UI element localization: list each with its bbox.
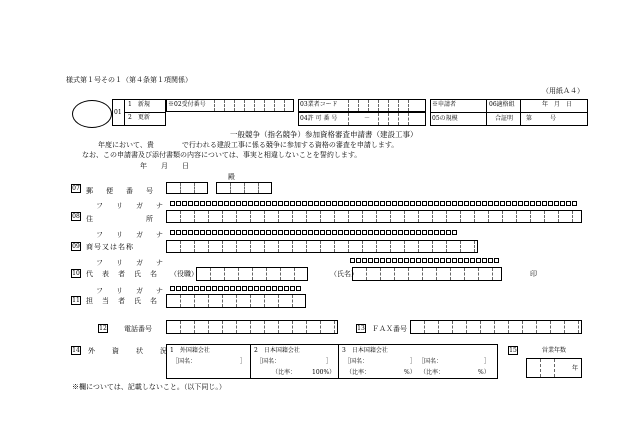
furigana-cell[interactable]: [182, 201, 187, 206]
furigana-cell[interactable]: [230, 230, 235, 235]
furigana-cell[interactable]: [458, 201, 463, 206]
field-number-07: 07: [72, 185, 80, 192]
furigana-cell[interactable]: [446, 258, 451, 263]
furigana-cell[interactable]: [284, 201, 289, 206]
furigana-cell[interactable]: [482, 258, 487, 263]
furigana-cell[interactable]: [290, 230, 295, 235]
footnote: ※欄については、記載しないこと。（以下同じ。）: [72, 383, 226, 391]
furigana-cell[interactable]: [182, 230, 187, 235]
phone-label: 電話番号: [124, 325, 152, 333]
furigana-cell[interactable]: [266, 286, 271, 291]
code-01: 01: [114, 109, 122, 116]
applicant-label: ※申請者: [432, 101, 457, 108]
furigana-cell[interactable]: [428, 201, 433, 206]
furigana-cell[interactable]: [518, 201, 523, 206]
address-label: 住 所: [86, 215, 156, 223]
furigana-cell[interactable]: [386, 201, 391, 206]
furigana-cell[interactable]: [350, 230, 355, 235]
furigana-cell[interactable]: [392, 230, 397, 235]
option-new[interactable]: 1 新規: [128, 101, 150, 108]
furigana-cell[interactable]: [512, 201, 517, 206]
furigana-cell[interactable]: [560, 201, 565, 206]
furigana-cell[interactable]: [194, 286, 199, 291]
furigana-cell[interactable]: [314, 201, 319, 206]
license-dash: －: [364, 115, 371, 122]
furigana-cell[interactable]: [530, 201, 535, 206]
furigana-cell[interactable]: [260, 230, 265, 235]
furigana-cell[interactable]: [380, 201, 385, 206]
furigana-cell[interactable]: [464, 258, 469, 263]
capital-3b-country-open: ［国名：: [418, 358, 443, 365]
furigana-cell[interactable]: [368, 201, 373, 206]
furigana-cell[interactable]: [200, 286, 205, 291]
furigana-cell[interactable]: [230, 286, 235, 291]
furigana-cell[interactable]: [224, 201, 229, 206]
furigana-cell[interactable]: [422, 258, 427, 263]
furigana-cell[interactable]: [428, 258, 433, 263]
capital-2-ratio-100: 100%）: [312, 369, 336, 376]
furigana-cell[interactable]: [254, 201, 259, 206]
capital-3b-country-close: ］: [484, 358, 491, 365]
certificate-number: 第 号: [526, 115, 557, 122]
furigana-cell[interactable]: [170, 230, 175, 235]
intro-line-2: なお、この申請書及び添付書類の内容については、事実と相違しないことを誓約します。: [82, 151, 362, 159]
capital-3a-ratio: （比率：: [346, 369, 371, 376]
furigana-cell[interactable]: [272, 286, 277, 291]
capital-2-country-close: ］: [326, 358, 333, 365]
address-furigana-input[interactable]: [170, 201, 582, 207]
furigana-cell[interactable]: [344, 201, 349, 206]
furigana-cell[interactable]: [302, 201, 307, 206]
furigana-cell[interactable]: [398, 230, 403, 235]
company-furigana-label: フ リ ガ ナ: [96, 231, 166, 239]
capital-3a-country-open: ［国名：: [344, 358, 369, 365]
furigana-cell[interactable]: [296, 286, 301, 291]
furigana-cell[interactable]: [176, 286, 181, 291]
phone-input[interactable]: [166, 320, 338, 334]
reception-label: ※02受付番号: [168, 101, 206, 108]
furigana-cell[interactable]: [278, 230, 283, 235]
furigana-cell[interactable]: [308, 201, 313, 206]
furigana-cell[interactable]: [200, 201, 205, 206]
furigana-cell[interactable]: [338, 201, 343, 206]
furigana-cell[interactable]: [332, 230, 337, 235]
license-label: 04許 可 番 号: [300, 115, 338, 122]
capital-option-2[interactable]: 2 日本国籍会社: [254, 347, 300, 354]
field-number-09: 09: [72, 243, 80, 250]
furigana-cell[interactable]: [392, 258, 397, 263]
furigana-cell[interactable]: [302, 230, 307, 235]
furigana-cell[interactable]: [404, 201, 409, 206]
furigana-cell[interactable]: [236, 230, 241, 235]
furigana-cell[interactable]: [248, 286, 253, 291]
foreign-capital-label: 外 資 状 況: [88, 347, 168, 355]
furigana-cell[interactable]: [206, 201, 211, 206]
furigana-cell[interactable]: [266, 230, 271, 235]
company-furigana-input[interactable]: [170, 230, 458, 236]
furigana-cell[interactable]: [236, 201, 241, 206]
furigana-cell[interactable]: [446, 230, 451, 235]
furigana-cell[interactable]: [410, 201, 415, 206]
furigana-cell[interactable]: [188, 201, 193, 206]
intro-line-1: 年度において、貴 で行われる建設工事に係る競争に参加する資格の審査を申請します。: [98, 141, 399, 149]
furigana-cell[interactable]: [242, 230, 247, 235]
furigana-cell[interactable]: [422, 201, 427, 206]
furigana-cell[interactable]: [566, 201, 571, 206]
years-label: 営業年数: [542, 347, 567, 354]
furigana-cell[interactable]: [242, 201, 247, 206]
furigana-cell[interactable]: [476, 201, 481, 206]
furigana-cell[interactable]: [194, 230, 199, 235]
furigana-cell[interactable]: [488, 258, 493, 263]
page-title: 一般競争（指名競争）参加資格審査申請書（建設工事）: [230, 130, 418, 139]
furigana-cell[interactable]: [440, 230, 445, 235]
representative-label: 代 表 者 氏 名: [86, 270, 158, 278]
position-label: （役職）: [170, 270, 198, 278]
field-number-13: 13: [357, 325, 365, 332]
furigana-cell[interactable]: [500, 201, 505, 206]
furigana-cell[interactable]: [188, 230, 193, 235]
seal-oval: [72, 100, 112, 128]
furigana-cell[interactable]: [440, 258, 445, 263]
furigana-cell[interactable]: [374, 258, 379, 263]
capital-option-3[interactable]: 3 日本国籍会社: [342, 347, 388, 354]
capital-3b-ratio-pct: %）: [478, 369, 490, 376]
furigana-cell[interactable]: [458, 258, 463, 263]
furigana-cell[interactable]: [482, 201, 487, 206]
furigana-cell[interactable]: [212, 230, 217, 235]
furigana-cell[interactable]: [572, 201, 577, 206]
certificate-date: 年 月 日: [542, 101, 573, 108]
furigana-cell[interactable]: [296, 230, 301, 235]
certificate-label: 06適格組: [489, 101, 515, 108]
furigana-cell[interactable]: [476, 258, 481, 263]
furigana-cell[interactable]: [212, 201, 217, 206]
furigana-cell[interactable]: [416, 230, 421, 235]
field-number-10: 10: [72, 270, 80, 277]
furigana-cell[interactable]: [230, 201, 235, 206]
furigana-cell[interactable]: [218, 201, 223, 206]
furigana-cell[interactable]: [368, 230, 373, 235]
furigana-cell[interactable]: [386, 230, 391, 235]
furigana-cell[interactable]: [182, 286, 187, 291]
furigana-cell[interactable]: [524, 201, 529, 206]
furigana-cell[interactable]: [416, 258, 421, 263]
furigana-cell[interactable]: [404, 258, 409, 263]
furigana-cell[interactable]: [464, 201, 469, 206]
postal-code-input-1[interactable]: [166, 182, 208, 194]
fax-label: ＦＡＸ番号: [372, 325, 407, 333]
furigana-cell[interactable]: [272, 230, 277, 235]
option-renew[interactable]: 2 更新: [128, 114, 150, 121]
fax-input[interactable]: [410, 320, 582, 334]
furigana-cell[interactable]: [170, 286, 175, 291]
furigana-cell[interactable]: [422, 230, 427, 235]
furigana-cell[interactable]: [362, 201, 367, 206]
furigana-cell[interactable]: [350, 201, 355, 206]
field-number-15: 15: [509, 347, 517, 354]
postal-code-label: 郵 便 番 号: [86, 187, 156, 195]
seal-mark: 印: [530, 270, 537, 278]
furigana-cell[interactable]: [260, 201, 265, 206]
furigana-cell[interactable]: [248, 201, 253, 206]
furigana-cell[interactable]: [242, 286, 247, 291]
business-code-label: 03業者コード: [300, 101, 338, 108]
furigana-cell[interactable]: [362, 230, 367, 235]
furigana-cell[interactable]: [362, 258, 367, 263]
furigana-cell[interactable]: [350, 258, 355, 263]
furigana-cell[interactable]: [320, 201, 325, 206]
furigana-cell[interactable]: [254, 286, 259, 291]
furigana-cell[interactable]: [338, 230, 343, 235]
furigana-cell[interactable]: [308, 230, 313, 235]
furigana-cell[interactable]: [446, 201, 451, 206]
capital-1-country-close: ］: [240, 358, 247, 365]
furigana-cell[interactable]: [434, 201, 439, 206]
furigana-cell[interactable]: [266, 201, 271, 206]
contact-furigana-input[interactable]: [170, 286, 306, 292]
furigana-cell[interactable]: [200, 230, 205, 235]
year-unit: 年: [572, 365, 579, 372]
furigana-cell[interactable]: [434, 230, 439, 235]
field-number-08: 08: [72, 213, 80, 220]
furigana-cell[interactable]: [494, 201, 499, 206]
furigana-cell[interactable]: [428, 230, 433, 235]
furigana-cell[interactable]: [452, 201, 457, 206]
furigana-cell[interactable]: [374, 201, 379, 206]
furigana-cell[interactable]: [212, 286, 217, 291]
furigana-cell[interactable]: [236, 286, 241, 291]
furigana-cell[interactable]: [488, 201, 493, 206]
furigana-cell[interactable]: [320, 230, 325, 235]
furigana-cell[interactable]: [290, 201, 295, 206]
furigana-cell[interactable]: [326, 201, 331, 206]
furigana-cell[interactable]: [392, 201, 397, 206]
furigana-cell[interactable]: [188, 286, 193, 291]
furigana-cell[interactable]: [440, 201, 445, 206]
furigana-cell[interactable]: [470, 258, 475, 263]
furigana-cell[interactable]: [356, 258, 361, 263]
capital-option-1[interactable]: 1 外国籍会社: [170, 347, 210, 354]
furigana-cell[interactable]: [356, 201, 361, 206]
furigana-cell[interactable]: [254, 230, 259, 235]
furigana-cell[interactable]: [218, 286, 223, 291]
furigana-cell[interactable]: [284, 286, 289, 291]
contact-person-label: 担 当 者 氏 名: [86, 297, 158, 305]
furigana-cell[interactable]: [290, 286, 295, 291]
furigana-cell[interactable]: [542, 201, 547, 206]
capital-3b-ratio: （比率：: [420, 369, 445, 376]
furigana-cell[interactable]: [548, 201, 553, 206]
furigana-cell[interactable]: [344, 230, 349, 235]
furigana-cell[interactable]: [206, 286, 211, 291]
representative-furigana-label: フ リ ガ ナ: [96, 259, 166, 267]
furigana-cell[interactable]: [380, 230, 385, 235]
furigana-cell[interactable]: [554, 201, 559, 206]
furigana-cell[interactable]: [410, 230, 415, 235]
capital-2-country-open: ［国名：: [256, 358, 281, 365]
furigana-cell[interactable]: [434, 258, 439, 263]
addressee-suffix: 殿: [228, 173, 235, 181]
furigana-cell[interactable]: [374, 230, 379, 235]
capital-1-country-open: ［国名：: [172, 358, 197, 365]
furigana-cell[interactable]: [278, 201, 283, 206]
furigana-cell[interactable]: [398, 201, 403, 206]
furigana-cell[interactable]: [380, 258, 385, 263]
rep-name-label: （氏名）: [330, 270, 358, 278]
furigana-cell[interactable]: [326, 230, 331, 235]
furigana-cell[interactable]: [404, 230, 409, 235]
date-line: 年 月 日: [140, 162, 189, 170]
furigana-cell[interactable]: [536, 201, 541, 206]
contact-furigana-label: フ リ ガ ナ: [96, 287, 166, 295]
union-label: 合証明: [495, 115, 514, 122]
furigana-cell[interactable]: [224, 286, 229, 291]
furigana-cell[interactable]: [206, 230, 211, 235]
furigana-cell[interactable]: [314, 230, 319, 235]
furigana-cell[interactable]: [284, 230, 289, 235]
capital-3a-ratio-pct: %）: [404, 369, 416, 376]
furigana-cell[interactable]: [368, 258, 373, 263]
furigana-cell[interactable]: [224, 230, 229, 235]
furigana-cell[interactable]: [452, 230, 457, 235]
furigana-cell[interactable]: [272, 201, 277, 206]
scale-label: 05の規模: [432, 115, 458, 122]
rep-name-input[interactable]: [352, 267, 502, 281]
capital-2-ratio: （比率：: [272, 369, 297, 376]
furigana-cell[interactable]: [356, 230, 361, 235]
furigana-cell[interactable]: [260, 286, 265, 291]
furigana-cell[interactable]: [452, 258, 457, 263]
furigana-cell[interactable]: [416, 201, 421, 206]
field-number-11: 11: [72, 297, 80, 304]
field-number-14: 14: [72, 347, 80, 354]
furigana-cell[interactable]: [506, 201, 511, 206]
representative-furigana-input[interactable]: [350, 258, 500, 264]
furigana-cell[interactable]: [176, 230, 181, 235]
furigana-cell[interactable]: [218, 230, 223, 235]
field-number-12: 12: [99, 325, 107, 332]
furigana-cell[interactable]: [170, 201, 175, 206]
paper-size: （用紙Ａ４）: [542, 87, 584, 95]
furigana-cell[interactable]: [494, 258, 499, 263]
capital-3a-country-close: ］: [410, 358, 417, 365]
furigana-cell[interactable]: [176, 201, 181, 206]
furigana-cell[interactable]: [470, 201, 475, 206]
furigana-cell[interactable]: [278, 286, 283, 291]
furigana-cell[interactable]: [386, 258, 391, 263]
company-name-label: 商号又は名称: [86, 243, 134, 251]
address-furigana-label: フ リ ガ ナ: [96, 202, 166, 210]
furigana-cell[interactable]: [398, 258, 403, 263]
form-id: 様式第１号その１（第４条第１項関係）: [66, 76, 192, 84]
furigana-cell[interactable]: [332, 201, 337, 206]
furigana-cell[interactable]: [248, 230, 253, 235]
furigana-cell[interactable]: [194, 201, 199, 206]
furigana-cell[interactable]: [410, 258, 415, 263]
address-input[interactable]: [166, 210, 582, 223]
furigana-cell[interactable]: [296, 201, 301, 206]
